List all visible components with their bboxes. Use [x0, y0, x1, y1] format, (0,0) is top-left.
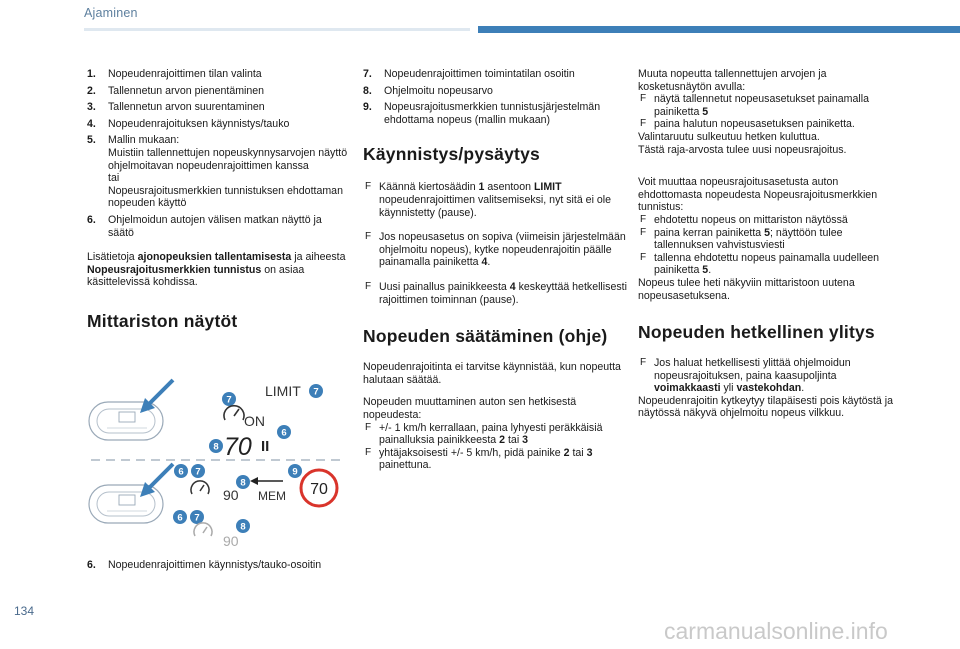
list-item: 6. Nopeudenrajoittimen käynnistys/tauko-osoitin — [87, 559, 322, 571]
svg-text:6: 6 — [281, 427, 287, 439]
bullet-item: F ehdotettu nopeus on mittariston näytössä — [638, 214, 900, 227]
svg-text:8: 8 — [213, 441, 219, 453]
speed-limit-sign-icon — [301, 470, 337, 506]
info-paragraph: Lisätietoja ajonopeuksien tallentamisesta ja aiheesta Nopeusrajoitusmerkkien tunnistus on asiaa käsittelevissä kohdissa. — [87, 251, 346, 289]
svg-text:8: 8 — [240, 521, 246, 533]
section-title: Ajaminen — [84, 6, 138, 20]
heading-nopeuden-saataminen: Nopeuden säätäminen (ohje) — [363, 326, 608, 347]
diagram-legend — [87, 559, 349, 576]
speed-set-value: 90 — [223, 487, 239, 503]
list-item: 4. Nopeudenrajoituksen käynnistys/tauko — [87, 117, 290, 130]
bullet-item: F Käännä kiertosäädin 1 asentoon LIMIT nopeudenrajoittimen valitsemiseksi, nyt sitä ei ole käynnistetty (pause). — [363, 181, 627, 219]
bullet-item: F tallenna ehdotettu nopeus painamalla uudelleen painiketta 5. — [638, 252, 900, 277]
svg-text:70: 70 — [310, 481, 328, 498]
list-item: 8. Ohjelmoitu nopeusarvo — [363, 84, 493, 97]
svg-text:7: 7 — [226, 394, 232, 406]
header-accent-bar — [478, 26, 960, 33]
svg-text:6: 6 — [177, 512, 183, 524]
list-item: 3. Tallennetun arvon suurentaminen — [87, 101, 265, 114]
pause-indicator: II — [261, 438, 270, 455]
paragraph: Nopeuden muuttaminen auton sen hetkisestä nopeudesta: — [363, 396, 577, 421]
page-number: 134 — [14, 604, 35, 618]
header-rule — [84, 28, 470, 31]
arrow-left-icon — [250, 477, 283, 485]
bullet-item: F Uusi painallus painikkeesta 4 keskeyttää hetkellisesti rajoittimen toiminnan (pause). — [363, 281, 627, 306]
bullet-item: F paina kerran painiketta 5; näyttöön tulee tallennuksen vahvistusviesti — [638, 227, 900, 252]
cluster-display-diagram — [87, 378, 349, 548]
text-line: Tästä raja-arvosta tulee uusi nopeusrajoitus. — [638, 143, 847, 156]
heading-kaynnistys: Käynnistys/pysäytys — [363, 144, 540, 165]
list-item: 5. Mallin mukaan: Muistiin tallennettujen nopeuskynnysarvojen näyttö ohjelmoitavan nopeudenrajoittimen kanssa tai Nopeusrajoitusmerkkien tunnistuksen ehdottaman nopeuden käyttö — [87, 134, 348, 210]
legend-list-1 — [87, 68, 349, 239]
list-item: 6. Ohjelmoidun autojen välisen matkan näyttö ja säätö — [87, 213, 322, 239]
bullet-item: F näytä tallennetut nopeusasetukset painamalla painiketta 5 — [638, 93, 900, 118]
bullet-item: F yhtäjaksoisesti +/- 5 km/h, pidä painike 2 tai 3 painettuna. — [363, 447, 627, 472]
legend-list-2 — [363, 68, 627, 126]
bullet-item: F paina halutun nopeusasetuksen painiketta. — [638, 118, 900, 131]
svg-text:7: 7 — [313, 386, 319, 398]
bullet-item: F Jos nopeusasetus on sopiva (viimeisin järjestelmään ohjelmoitu nopeus), kytke nopeudenrajoitin päälle painamalla painiketta 4. — [363, 231, 627, 269]
on-label: ON — [244, 413, 265, 429]
bullet-item: F +/- 1 km/h kerrallaan, paina lyhyesti peräkkäisiä painalluksia painikkeesta 2 tai 3 — [363, 422, 627, 447]
speedometer-icon-inactive — [194, 523, 212, 536]
speed-main-value: 70 — [224, 433, 252, 461]
bullet-item: F Jos haluat hetkellisesti ylittää ohjelmoidun nopeusrajoituksen, paina kaasupoljinta voimakkaasti yli vastekohdan. — [638, 357, 900, 395]
list-item: 9. Nopeusrajoitusmerkkien tunnistusjärjestelmän ehdottama nopeus (mallin mukaan) — [363, 101, 601, 126]
svg-text:7: 7 — [194, 512, 200, 524]
column-2 — [363, 68, 627, 472]
svg-text:7: 7 — [195, 466, 201, 478]
list-item: 1. Nopeudenrajoittimen tilan valinta — [87, 68, 262, 80]
pointer-arrow-icon-bottom — [140, 464, 173, 497]
pointer-arrow-icon-top — [140, 380, 173, 413]
svg-text:9: 9 — [292, 466, 298, 478]
speedometer-icon — [191, 481, 209, 494]
heading-mittariston: Mittariston näytöt — [87, 310, 238, 331]
text-line: Nopeudenrajoitin kytkeytyy tilapäisesti pois käytöstä ja näytössä näkyvä ohjelmoitu nopeus vilkkuu. — [638, 394, 893, 420]
paragraph: Voit muuttaa nopeusrajoitusasetusta auton ehdottomasta nopeudesta Nopeusrajoitusmerkkien tunnistus: — [638, 176, 878, 214]
list-item: 7. Nopeudenrajoittimen toimintatilan osoitin — [363, 68, 575, 80]
heading-hetkellinen-ylitys: Nopeuden hetkellinen ylitys — [638, 322, 875, 343]
column-1 — [87, 68, 349, 332]
svg-text:6: 6 — [178, 466, 184, 478]
paragraph: Nopeudenrajoitinta ei tarvitse käynnistää, kun nopeutta halutaan säätää. — [363, 361, 621, 386]
limit-label: LIMIT — [265, 383, 301, 399]
mem-label: MEM — [258, 489, 286, 503]
svg-text:8: 8 — [240, 477, 246, 489]
watermark: carmanualsonline.info — [664, 618, 888, 644]
text-line: Valintaruutu sulkeutuu hetken kuluttua. — [638, 130, 820, 143]
list-item: 2. Tallennetun arvon pienentäminen — [87, 84, 265, 97]
column-3 — [638, 68, 900, 420]
paragraph: Muuta nopeutta tallennettujen arvojen ja kosketusnäytön avulla: — [638, 68, 827, 93]
speed-inactive-value: 90 — [223, 533, 239, 548]
text-line: Nopeus tulee heti näkyviin mittaristoon uutena nopeusasetuksena. — [638, 276, 855, 302]
speedometer-icon — [224, 406, 244, 420]
